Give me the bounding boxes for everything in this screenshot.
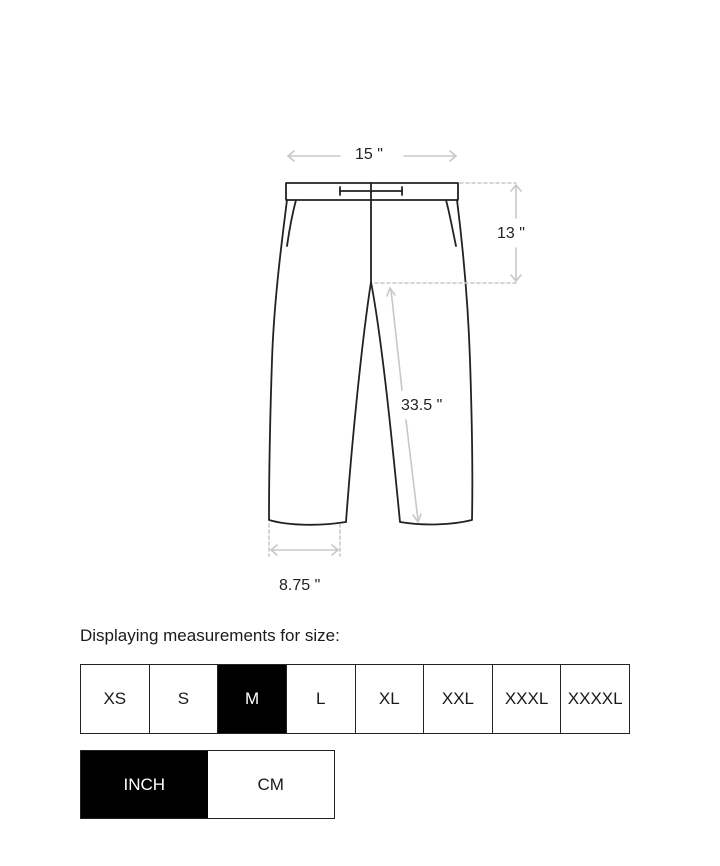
size-selector — [80, 664, 630, 734]
measurement-guides — [269, 151, 521, 556]
unit-option-inch[interactable]: INCH — [81, 751, 208, 818]
right-pocket — [446, 200, 456, 246]
size-option-s[interactable]: S — [149, 665, 218, 733]
inseam-measurement: 33.5 " — [401, 397, 443, 414]
size-selector-caption: Displaying measurements for size: — [80, 626, 340, 645]
pants-outline — [269, 183, 472, 525]
unit-toggle — [80, 750, 335, 819]
size-option-l[interactable]: L — [286, 665, 355, 733]
rise-measurement: 13 " — [497, 225, 525, 242]
unit-option-cm[interactable]: CM — [208, 751, 335, 818]
waist-measurement: 15 " — [355, 146, 383, 163]
right-leg — [371, 200, 472, 524]
size-option-xxxxl[interactable]: XXXXL — [560, 665, 629, 733]
left-leg — [269, 200, 371, 525]
size-option-xl[interactable]: XL — [355, 665, 424, 733]
size-option-xxxl[interactable]: XXXL — [492, 665, 561, 733]
size-option-xs[interactable]: XS — [81, 665, 149, 733]
left-pocket — [287, 200, 296, 246]
leg-opening-measurement: 8.75 " — [279, 577, 321, 594]
size-option-m[interactable]: M — [217, 665, 286, 733]
size-option-xxl[interactable]: XXL — [423, 665, 492, 733]
